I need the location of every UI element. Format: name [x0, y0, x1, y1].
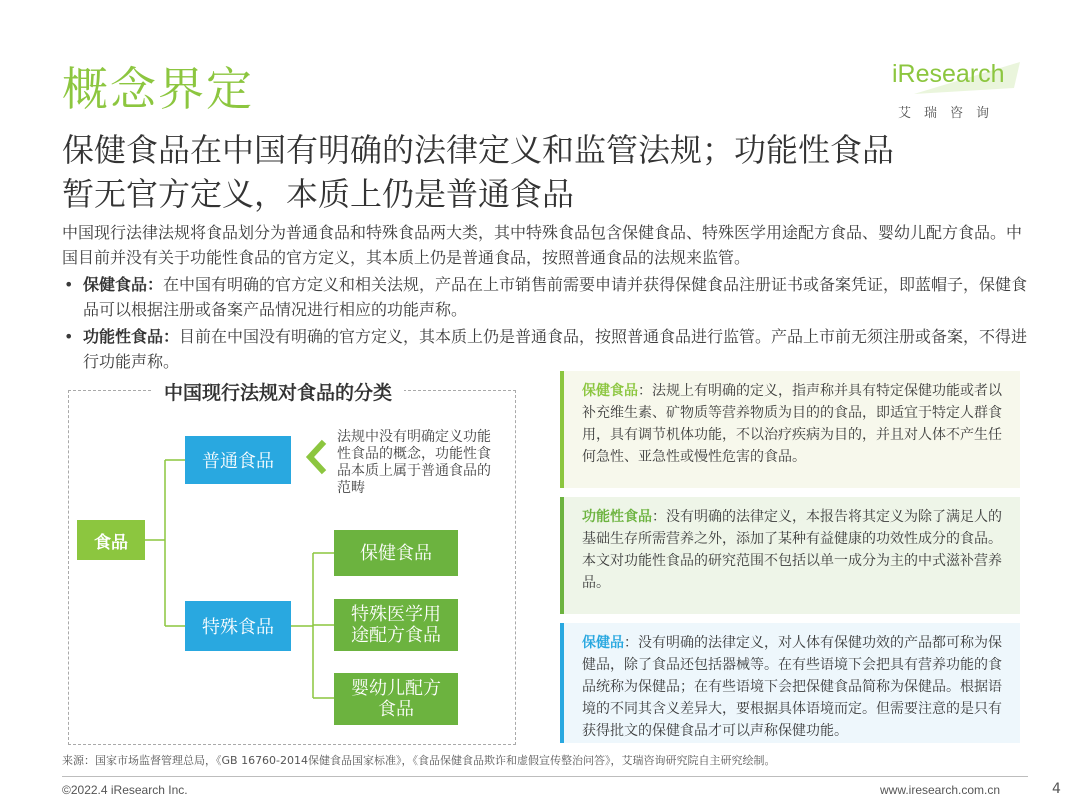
node-label-line-2: 食品: [378, 699, 414, 720]
diagram-annotation: 法规中没有明确定义功能性食品的概念，功能性食品本质上属于普通食品的范畴: [337, 429, 491, 496]
bullet-health-food: [62, 272, 1030, 322]
node-health-food: [334, 530, 458, 576]
node-special-food: 特殊食品: [185, 601, 291, 651]
logo-chinese-name: 艾瑞咨询: [898, 106, 1003, 121]
headline-line-1: 保健食品在中国有明确的法律定义和监管法规；功能性食品: [62, 131, 895, 169]
node-label-line-1: 特殊医学用: [351, 604, 441, 625]
bullet-body: 在中国有明确的官方定义和相关法规，产品在上市销售前需要申请并获得保健食品注册证书或备案凭证，即蓝帽子，保健食品可以根据注册或备案产品情况进行相应的功能声称。: [83, 275, 1028, 319]
definition-card-health-food: [560, 371, 1020, 488]
definition-card-functional-food: [560, 497, 1020, 614]
definition-card-health-products: [560, 623, 1020, 743]
node-label-line-1: 婴幼儿配方: [351, 678, 441, 699]
bullet-text: [83, 324, 1030, 374]
logo-wordmark: [892, 60, 1005, 89]
bullet-functional-food: [62, 324, 1030, 374]
section-title: 概念界定: [62, 62, 254, 116]
logo-text: iResearch: [892, 60, 1005, 88]
bullet-body: 目前在中国没有明确的官方定义，其本质上仍是普通食品，按照普通食品进行监管。产品上市前无须注册或备案，不得进行功能声称。: [83, 327, 1028, 371]
bullet-text: [83, 272, 1030, 322]
bullet-label: 保健食品：: [83, 275, 164, 294]
website-url: www.iresearch.com.cn: [880, 783, 1001, 797]
card-text: ：没有明确的法律定义，本报告将其定义为除了满足人的基础生存所需营养之外，添加了某种有益健康的功效性成分的食品。本文对功能性食品的研究范围不包括以单一成分为主的中式滋补营养品。: [582, 509, 1002, 591]
card-label: 保健品: [582, 635, 624, 651]
card-label: 保健食品: [582, 383, 638, 399]
headline-line-2: 暂无官方定义，本质上仍是普通食品: [62, 175, 575, 213]
card-label: 功能性食品: [582, 509, 652, 525]
node-general-food: 普通食品: [185, 436, 291, 484]
node-food: 食品: [77, 520, 145, 560]
intro-paragraph: 中国现行法律法规将食品划分为普通食品和特殊食品两大类，其中特殊食品包含保健食品、特殊医学用途配方食品、婴幼儿配方食品。中国目前并没有关于功能性食品的官方定义，其本质上仍是普通食品，按照普通食品的法规来监管。: [62, 223, 1023, 267]
node-label-line-2: 途配方食品: [351, 625, 441, 646]
page-number: 4: [1052, 781, 1061, 797]
copyright: ©2022.4 iResearch Inc.: [62, 783, 188, 797]
card-text: ：没有明确的法律定义，对人体有保健功效的产品都可称为保健品，除了食品还包括器械等。在有些语境下会把具有营养功能的食品统称为保健品；在有些语境下会把保健食品简称为保健品。根据语境的不同其含义差异大，要根据具体语境而定。但需要注意的是只有获得批文的保健食品才可以声称保健功能。: [582, 635, 1002, 739]
node-label-line-1: 保健食品: [360, 542, 432, 564]
card-text: ：法规上有明确的定义，指声称并具有特定保健功能或者以补充维生素、矿物质等营养物质为目的的食品，即适宜于特定人群食用，具有调节机体功能，不以治疗疾病为目的，并且对人体不产生任何急性、亚急性或慢性危害的食品。: [582, 383, 1002, 465]
node-infant-formula: [334, 673, 458, 725]
iresearch-logo: [892, 58, 1026, 120]
diagram-title: 中国现行法规对食品的分类: [152, 378, 404, 405]
bullet-label: 功能性食品：: [83, 327, 180, 346]
bullet-dot: •: [64, 327, 74, 346]
node-special-medical-food: [334, 599, 458, 651]
source-note: 来源：国家市场监督管理总局，《GB 16760-2014保健食品国家标准》，《食品保健食品欺诈和虚假宣传整治问答》，艾瑞咨询研究院自主研究绘制。: [62, 754, 776, 767]
bullet-dot: •: [64, 275, 74, 294]
headline: [62, 128, 1052, 216]
footer-divider: [62, 776, 1028, 777]
